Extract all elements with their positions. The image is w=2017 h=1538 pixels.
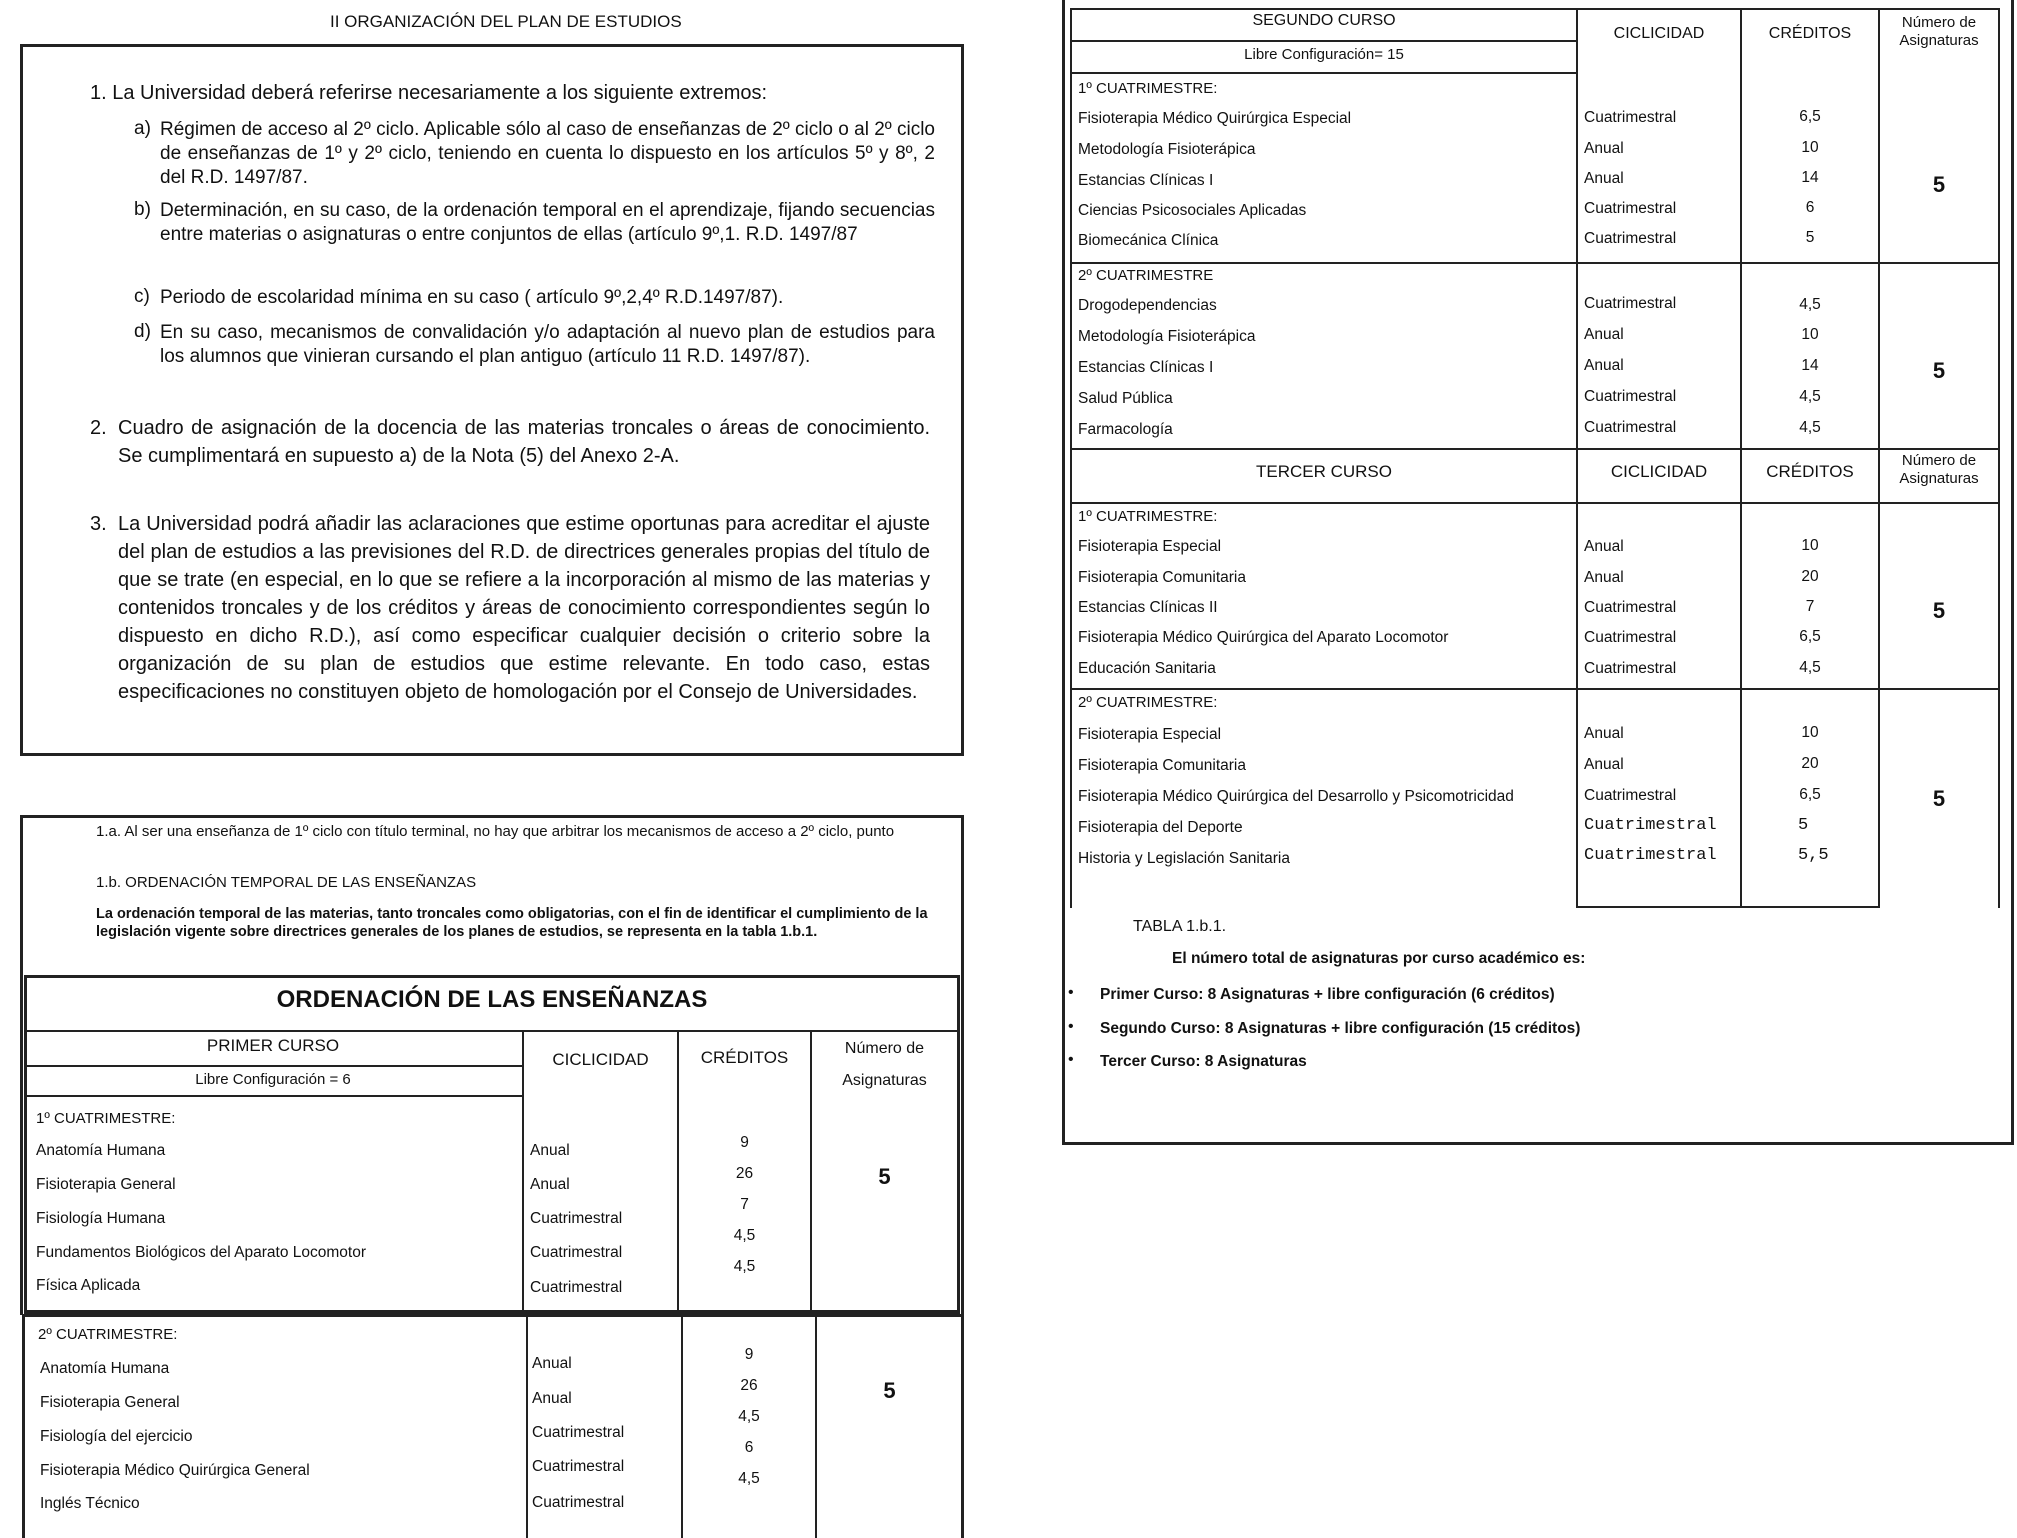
list-item-cic: Anual [532,1355,572,1372]
list-item-cred: 4,5 [738,1408,760,1425]
tercero-course: TERCER CURSO [1255,462,1392,481]
list-item-cred: 6,5 [1799,108,1821,125]
list-item: Fisioterapia Comunitaria [1078,569,1246,586]
list-item-cred: 5 [1798,816,1809,835]
tercero-s2-num: 5 [1932,786,1946,811]
list-item-cred: 10 [1801,537,1819,554]
segundo-col-ciclicidad: CICLICIDAD [1613,25,1705,42]
list-item: Tercer Curso: 8 Asignaturas [1100,1053,1307,1070]
list-item-cred: 6 [1805,199,1815,216]
list-item: Historia y Legislación Sanitaria [1078,850,1290,867]
segundo-col-creditos: CRÉDITOS [1768,25,1852,42]
subitem-b-letter: b) [134,199,151,220]
list-item-cred: 6 [744,1439,754,1456]
list-item: Fisioterapia Especial [1078,726,1222,743]
list-item-cic: Anual [530,1142,570,1159]
list-item-cred: 7 [740,1196,749,1213]
primer-s2-num: 5 [883,1378,896,1403]
list-item-cic: Cuatrimestral [1584,846,1717,865]
list-item-cred: 14 [1801,169,1819,186]
list-item: Fisiología Humana [36,1210,166,1227]
list-item: Inglés Técnico [40,1495,140,1512]
list-item: Educación Sanitaria [1078,660,1216,677]
subitem-d-text: En su caso, mecanismos de convalidación y/o adaptación al nuevo plan de estudios para los alumnos que vinieran cursando el plan antiguo (artículo 11 R.D. 1497/87). [160,322,935,367]
list-item: Anatomía Humana [40,1360,170,1377]
list-item: Anatomía Humana [36,1142,166,1159]
list-item-cred: 10 [1801,139,1819,156]
segundo-s2-label: 2º CUATRIMESTRE [1078,267,1214,284]
segundo-s1-num: 5 [1932,172,1946,197]
list-item: Metodología Fisioterápica [1078,328,1256,345]
list-item-cic: Anual [1584,756,1624,773]
list-item: Primer Curso: 8 Asignaturas + libre configuración (6 créditos) [1100,986,1555,1003]
list-item-cic: Cuatrimestral [1584,419,1677,436]
list-item-cred: 5,5 [1798,846,1829,865]
list-item-cic: Cuatrimestral [532,1494,625,1511]
summary-title: El número total de asignaturas por curso académico es: [1172,950,1586,967]
list-item-cic: Cuatrimestral [530,1210,623,1227]
list-item: Estancias Clínicas I [1078,172,1214,189]
list-item-cred: 20 [1801,755,1819,772]
list-item-cred: 7 [1805,598,1815,615]
list-item: Estancias Clínicas I [1078,359,1214,376]
list-item: Segundo Curso: 8 Asignaturas + libre configuración (15 créditos) [1100,1020,1581,1037]
primer-s1-label: 1º CUATRIMESTRE: [36,1110,176,1127]
list-item-cic: Cuatrimestral [530,1244,623,1261]
subitem-c-letter: c) [134,286,150,307]
list-item-cic: Anual [1584,357,1624,374]
list-item: Fundamentos Biológicos del Aparato Locomotor [36,1244,367,1261]
tercero-s1-label: 1º CUATRIMESTRE: [1078,508,1218,525]
segundo-course: SEGUNDO CURSO [1252,12,1396,29]
primer-libre: Libre Configuración = 6 [195,1071,351,1088]
list-item-cred: 4,5 [733,1227,756,1244]
list-item-cic: Cuatrimestral [1584,295,1677,312]
list-item: Fisioterapia Médico Quirúrgica Especial [1078,110,1352,127]
list-item-cic: Cuatrimestral [1584,230,1677,247]
subitem-b-text: Determinación, en su caso, de la ordenación temporal en el aprendizaje, fijando secuencias entre materias o asignaturas o entre conjuntos de ellas (artículo 9º,1. R.D. 1497/87 [160,200,935,245]
list-item-cic: Cuatrimestral [1584,787,1677,804]
note-1b-text: La ordenación temporal de las materias, tanto troncales como obligatorias, con el fin de identificar el cumplimiento de la legislación vigente sobre directrices generales de los planes de estudios, se representa en la tabla 1.b.1. [96,906,928,940]
primer-s1-num: 5 [878,1164,891,1189]
list-item: Fisioterapia Médico Quirúrgica del Aparato Locomotor [1078,629,1449,646]
tercero-s1-num: 5 [1932,598,1946,623]
list-item: Biomecánica Clínica [1078,232,1219,249]
item-2 [90,414,930,470]
list-item: Física Aplicada [36,1277,141,1294]
list-item-cic: Cuatrimestral [1584,816,1717,835]
primer-course: PRIMER CURSO [206,1036,340,1055]
list-item-cred: 14 [1801,357,1819,374]
note-1b-title: 1.b. ORDENACIÓN TEMPORAL DE LAS ENSEÑANZAS [96,874,477,891]
list-item: Farmacología [1078,421,1173,438]
subitem-d-letter: d) [134,321,151,342]
list-item: Fisiología del ejercicio [40,1428,193,1445]
list-item-cic: Cuatrimestral [532,1424,625,1441]
bullet-dot: • [1068,1051,1074,1068]
list-item: Fisioterapia General [36,1176,176,1193]
list-item-cic: Anual [1584,170,1624,187]
list-item-cred: 9 [740,1134,749,1151]
list-item-cred: 5 [1805,229,1815,246]
list-item: Salud Pública [1078,390,1173,407]
item-3-num: 3. [90,513,107,535]
list-item: Metodología Fisioterápica [1078,141,1256,158]
tercero-col-creditos: CRÉDITOS [1766,462,1854,481]
list-item-cred: 26 [735,1165,754,1182]
list-item: Fisioterapia Especial [1078,538,1222,555]
bullet-dot: • [1068,1018,1074,1035]
list-item-cic: Cuatrimestral [1584,388,1677,405]
item-2-text: Cuadro de asignación de la docencia de las materias troncales o áreas de conocimiento. Se cumplimentará en supuesto a) de la Nota (5) del Anexo 2-A. [118,417,930,467]
list-item-cred: 26 [740,1377,758,1394]
subitem-a-text: Régimen de acceso al 2º ciclo. Aplicable sólo al caso de enseñanzas de 2º ciclo o al 2º ciclo de enseñanzas de 1º y 2º ciclo, teniendo en cuenta lo dispuesto en los artículos 5º y 8º, 2 del R.D. 1497/87. [160,119,935,188]
list-item-cic: Cuatrimestral [1584,660,1677,677]
list-item-cic: Anual [1584,140,1624,157]
list-item-cred: 9 [744,1346,754,1363]
table-title: ORDENACIÓN DE LAS ENSEÑANZAS [276,986,708,1013]
segundo-s2-num: 5 [1932,358,1946,383]
item-2-num: 2. [90,417,107,439]
item-3 [90,510,930,706]
list-item-cic: Anual [530,1176,570,1193]
primer-s2-label: 2º CUATRIMESTRE: [38,1326,178,1343]
tercero-col-ciclicidad: CICLICIDAD [1610,462,1708,481]
note-1a: 1.a. Al ser una enseñanza de 1º ciclo con título terminal, no hay que arbitrar los mecanismos de acceso a 2º ciclo, punto [96,823,895,840]
list-item-cic: Anual [532,1390,572,1407]
list-item: Fisioterapia General [40,1394,180,1411]
list-item-cred: 4,5 [1799,296,1821,313]
list-item-cred: 4,5 [1799,419,1821,436]
segundo-libre: Libre Configuración= 15 [1244,46,1404,63]
tercero-col-num: Número de Asignaturas [1899,452,1979,487]
list-item-cic: Cuatrimestral [1584,629,1677,646]
list-item-cred: 20 [1801,568,1819,585]
list-item: Fisioterapia Comunitaria [1078,757,1246,774]
list-item: Estancias Clínicas II [1078,599,1218,616]
item-3-text: La Universidad podrá añadir las aclaraciones que estime oportunas para acreditar el ajuste del plan de estudios a las previsiones del R.D. de directrices generales propias del título de que se trate (en especial, en lo que se refiere a la incorporación al mismo de las materias y contenidos troncales y de los créditos y áreas de conocimiento correspondientes según lo dispuesto en dicho R.D.), así como especificar cualquier decisión o criterio sobre la organización de su plan de estudios que estime relevante. En todo caso, estas especificaciones no constituyen objeto de homologación por el Consejo de Universidades. [118,513,930,703]
list-item-cic: Cuatrimestral [1584,200,1677,217]
list-item: Fisioterapia Médico Quirúrgica General [40,1462,310,1479]
item-1 [90,82,767,105]
list-item-cic: Cuatrimestral [530,1279,623,1296]
subitem-c-text: Periodo de escolaridad mínima en su caso ( artículo 9º,2,4º R.D.1497/87). [160,287,784,308]
list-item-cred: 4,5 [1799,659,1821,676]
list-item: Fisioterapia del Deporte [1078,819,1243,836]
tabla-label: TABLA 1.b.1. [1133,918,1227,935]
primer-col-creditos: CRÉDITOS [700,1048,789,1067]
subitem-a-letter: a) [134,118,151,139]
item-1-text: La Universidad deberá referirse necesariamente a los siguiente extremos: [112,82,768,104]
list-item: Ciencias Psicosociales Aplicadas [1078,202,1307,219]
segundo-col-num: Número de Asignaturas [1899,14,1979,49]
list-item-cred: 10 [1801,326,1819,343]
list-item-cic: Anual [1584,569,1624,586]
list-item-cic: Cuatrimestral [1584,599,1677,616]
list-item-cic: Anual [1584,538,1624,555]
list-item-cic: Cuatrimestral [1584,109,1677,126]
list-item-cred: 6,5 [1799,786,1821,803]
list-item-cred: 10 [1801,724,1819,741]
primer-s2-box [22,1314,964,1538]
page-header: II ORGANIZACIÓN DEL PLAN DE ESTUDIOS [330,12,682,31]
list-item-cred: 6,5 [1799,628,1821,645]
item-1-num: 1. [90,82,107,104]
primer-col-ciclicidad: CICLICIDAD [552,1050,649,1069]
list-item-cred: 4,5 [738,1470,760,1487]
list-item: Drogodependencias [1078,297,1217,314]
list-item-cic: Anual [1584,725,1624,742]
list-item-cic: Cuatrimestral [532,1458,625,1475]
bullet-dot: • [1068,984,1074,1001]
list-item-cic: Anual [1584,326,1624,343]
segundo-s1-label: 1º CUATRIMESTRE: [1078,80,1218,97]
list-item-cred: 4,5 [1799,388,1821,405]
tercero-s2-label: 2º CUATRIMESTRE: [1078,694,1218,711]
list-item-cred: 4,5 [733,1258,756,1275]
list-item: Fisioterapia Médico Quirúrgica del Desarrollo y Psicomotricidad [1078,788,1514,805]
primer-col-num: Número de Asignaturas [842,1040,927,1089]
